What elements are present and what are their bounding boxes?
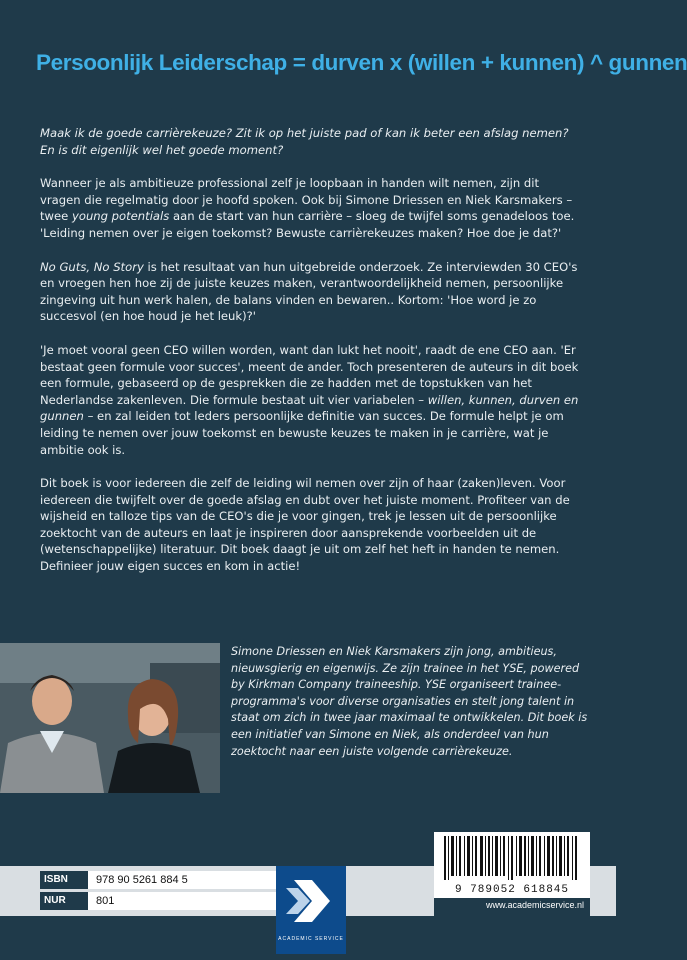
cover-title: Persoonlijk Leiderschap = durven x (willen + kunnen) ^ gunnen [36, 50, 687, 75]
barcode [434, 832, 590, 898]
blurb [40, 125, 580, 592]
isbn-block [40, 871, 280, 913]
nur-label: NUR [40, 892, 88, 910]
intro-question: Maak ik de goede carrièrekeuze? Zit ik op het juiste pad of kan ik beter een afslag nemen? En is dit eigenlijk wel het goede moment? [40, 126, 569, 157]
isbn-label: ISBN [40, 871, 88, 889]
paragraph-4: Dit boek is voor iedereen die zelf de leiding wil nemen over zijn of haar (zaken)leven. Voor iedereen die twijfelt over de goede afslag en dubt over het juiste moment. Profiteer van de wijsheid en talloze tips van de CEO's die je voor gingen, trek je lessen uit de persoonlijke zoektocht van de auteurs en laat je inspireren door aansprekende voorbeelden uit de (wetenschappelijke) literatuur. Dit boek daagt je uit om zelf het heft in handen te nemen. Definieer jouw eigen succes en kom in actie! [40, 476, 570, 574]
paragraph-3 [40, 342, 580, 458]
author-bio: Simone Driessen en Niek Karsmakers zijn jong, ambitieus, nieuwsgierig en eigenwijs. Ze zijn trainee in het YSE, powered by Kirkman Company traineeship. YSE organiseert trainee-programma's voor diverse organisaties en stelt jong talent in staat om zich in twee jaar maximaal te ontwikkelen. Dit boek is een initiatief van Simone en Niek, als onderdeel van hun zoektocht naar een juiste volgende carrièrekeuze. [231, 645, 588, 758]
barcode-bars-icon [434, 832, 590, 882]
nur-row [40, 892, 280, 910]
authors-photo [0, 643, 220, 793]
paragraph-2 [40, 259, 580, 325]
isbn-value: 978 90 5261 884 5 [88, 871, 280, 889]
paragraph-1-text-a: Wanneer je als ambitieuze professional zelf je loopbaan in handen wilt nemen, zijn dit vragen die regelmatig door je hoofd spoken. Ook bij Simone Driessen en Niek Karsmakers – twee [40, 176, 573, 224]
paragraph-3-emphasis: willen, kunnen, durven en gunnen [40, 392, 579, 424]
nur-value: 801 [88, 892, 280, 910]
paragraph-3-text-b: – en zal leiden tot leders persoonlijke definitie van succes. De formule helpt je om leiding te nemen over jouw toekomst en bewuste keuzes te maken in je carrière, wat je ambitie ook is. [40, 409, 564, 457]
paragraph-3-text-a: 'Je moet vooral geen CEO willen worden, want dan lukt het nooit', raadt de ene CEO aan. 'Er bestaat geen formule voor succes', meent de ander. Toch presenteren de auteurs in dit boek een formule, gebaseerd op de gesprekken die ze hadden met de topstukken van het Nederlandse zakenleven. Die formule bestaat uit vier variabelen – [40, 342, 579, 407]
publisher-url-strip [434, 898, 590, 916]
book-title-mention: No Guts, No Story [40, 259, 144, 274]
publisher-url[interactable]: www.academicservice.nl [485, 900, 584, 910]
barcode-number: 9 789052 618845 [454, 884, 570, 896]
publisher-logo [276, 866, 346, 954]
isbn-row [40, 871, 280, 889]
publisher-logo-text: ACADEMIC SERVICE [278, 936, 344, 942]
paragraph-1-text-b: aan de start van hun carrière – sloeg de twijfel soms genadeloos toe. 'Leiding nemen over je eigen toekomst? Bewuste carrièrekeuzes maken? Hoe doe je dat?' [40, 209, 575, 240]
paragraph-1 [40, 175, 580, 241]
chevron-logo-icon [276, 866, 346, 936]
paragraph-2-text: is het resultaat van hun uitgebreide onderzoek. Ze interviewden 30 CEO's en vroegen hen hoe zij de juiste keuzes maken, verantwoordelijkheid nemen, persoonlijke zingeving uit hun werk halen, de balans vinden en bewaren.. Kortom: 'Hoe word je zo succesvol (en hoe houd je het leuk)?' [40, 259, 578, 324]
authors-photo-illustration [0, 643, 220, 793]
paragraph-1-emphasis: young potentials [71, 209, 170, 224]
